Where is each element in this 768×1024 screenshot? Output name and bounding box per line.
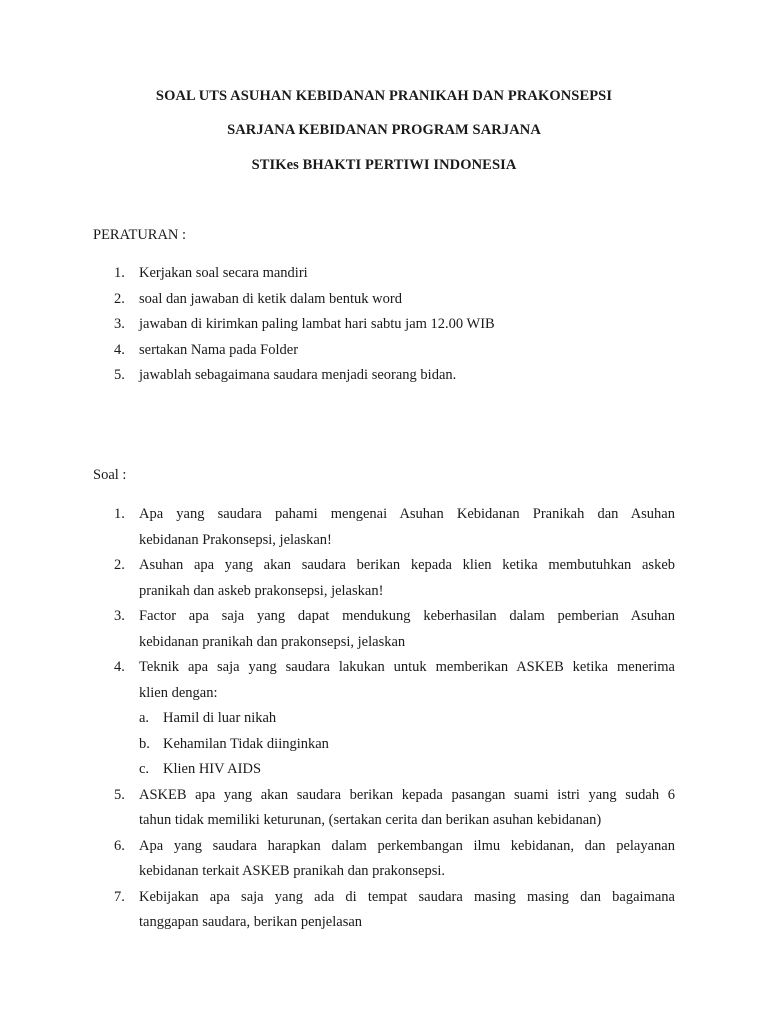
list-item [93, 287, 675, 313]
list-item [93, 363, 675, 389]
question-number: 5. [114, 786, 125, 803]
sub-item-letter: c. [139, 761, 150, 777]
question-number: 1. [114, 506, 125, 522]
question-number: 4. [114, 659, 125, 675]
program-title: SARJANA KEBIDANAN PROGRAM SARJANA [227, 122, 541, 138]
item-number: 2. [114, 290, 125, 307]
question-item [93, 655, 675, 783]
question-text-line: klien dengan: [139, 684, 218, 701]
item-text: soal dan jawaban di ketik dalam bentuk word [139, 290, 402, 307]
question-item [93, 783, 675, 834]
sub-list-item [139, 706, 675, 732]
sub-item-letter: b. [139, 735, 150, 752]
institution-title: STIKes BHAKTI PERTIWI INDONESIA [251, 157, 517, 173]
rules-list [93, 261, 675, 389]
item-number: 1. [114, 265, 125, 281]
question-text-line: Asuhan apa yang akan saudara berikan kepada klien ketika membutuhkan askeb [139, 557, 675, 573]
sub-item-text: Klien HIV AIDS [163, 761, 262, 777]
question-text-line: Factor apa saja yang dapat mendukung keberhasilan dalam pemberian Asuhan [139, 608, 675, 624]
item-text: sertakan Nama pada Folder [139, 341, 299, 358]
question-text-line: Teknik apa saja yang saudara lakukan untuk memberikan ASKEB ketika menerima [139, 659, 675, 675]
question-text-line: kebidanan pranikah dan prakonsepsi, jelaskan [139, 633, 406, 650]
item-text: jawaban di kirimkan paling lambat hari sabtu jam 12.00 WIB [139, 316, 495, 332]
question-text-line: ASKEB apa yang akan saudara berikan kepada pasangan suami istri yang sudah 6 [139, 786, 675, 803]
sub-item-text: Kehamilan Tidak diinginkan [163, 735, 329, 752]
question-number: 2. [114, 557, 125, 573]
document-title: SOAL UTS ASUHAN KEBIDANAN PRANIKAH DAN PRAKONSEPSI [155, 88, 613, 104]
sub-list-item [139, 732, 675, 758]
item-number: 4. [114, 341, 125, 358]
question-item [93, 604, 675, 655]
question-text-line: Apa yang saudara pahami mengenai Asuhan Kebidanan Pranikah dan Asuhan [139, 506, 675, 522]
question-number: 6. [114, 837, 125, 854]
list-item [93, 338, 675, 364]
list-item [93, 261, 675, 287]
sub-item-letter: a. [139, 710, 150, 726]
question-text-line: kebidanan terkait ASKEB pranikah dan prakonsepsi. [139, 863, 446, 879]
question-text-line: pranikah dan askeb prakonsepsi, jelaskan! [139, 582, 384, 599]
item-text: Kerjakan soal secara mandiri [139, 265, 308, 281]
question-text-line: tanggapan saudara, berikan penjelasan [139, 914, 363, 930]
sub-list [139, 706, 675, 783]
item-text: jawablah sebagaimana saudara menjadi seorang bidan. [139, 367, 457, 383]
item-number: 5. [114, 367, 125, 383]
question-item [93, 834, 675, 885]
rules-heading: PERATURAN : [93, 227, 187, 243]
question-item [93, 553, 675, 604]
question-text-line: kebidanan Prakonsepsi, jelaskan! [139, 531, 332, 548]
question-number: 7. [114, 888, 125, 905]
item-number: 3. [114, 316, 125, 332]
question-item [93, 502, 675, 553]
question-text-line: Apa yang saudara harapkan dalam perkembangan ilmu kebidanan, dan pelayanan [139, 837, 675, 854]
questions-heading: Soal : [93, 467, 127, 483]
sub-list-item [139, 757, 675, 783]
question-text-line: Kebijakan apa saja yang ada di tempat saudara masing masing dan bagaimana [139, 888, 675, 905]
sub-item-text: Hamil di luar nikah [163, 710, 277, 726]
question-item [93, 885, 675, 936]
question-text-line: tahun tidak memiliki keturunan, (sertakan cerita dan berikan asuhan kebidanan) [139, 812, 602, 828]
question-number: 3. [114, 608, 125, 624]
questions-list [93, 502, 675, 936]
list-item [93, 312, 675, 338]
